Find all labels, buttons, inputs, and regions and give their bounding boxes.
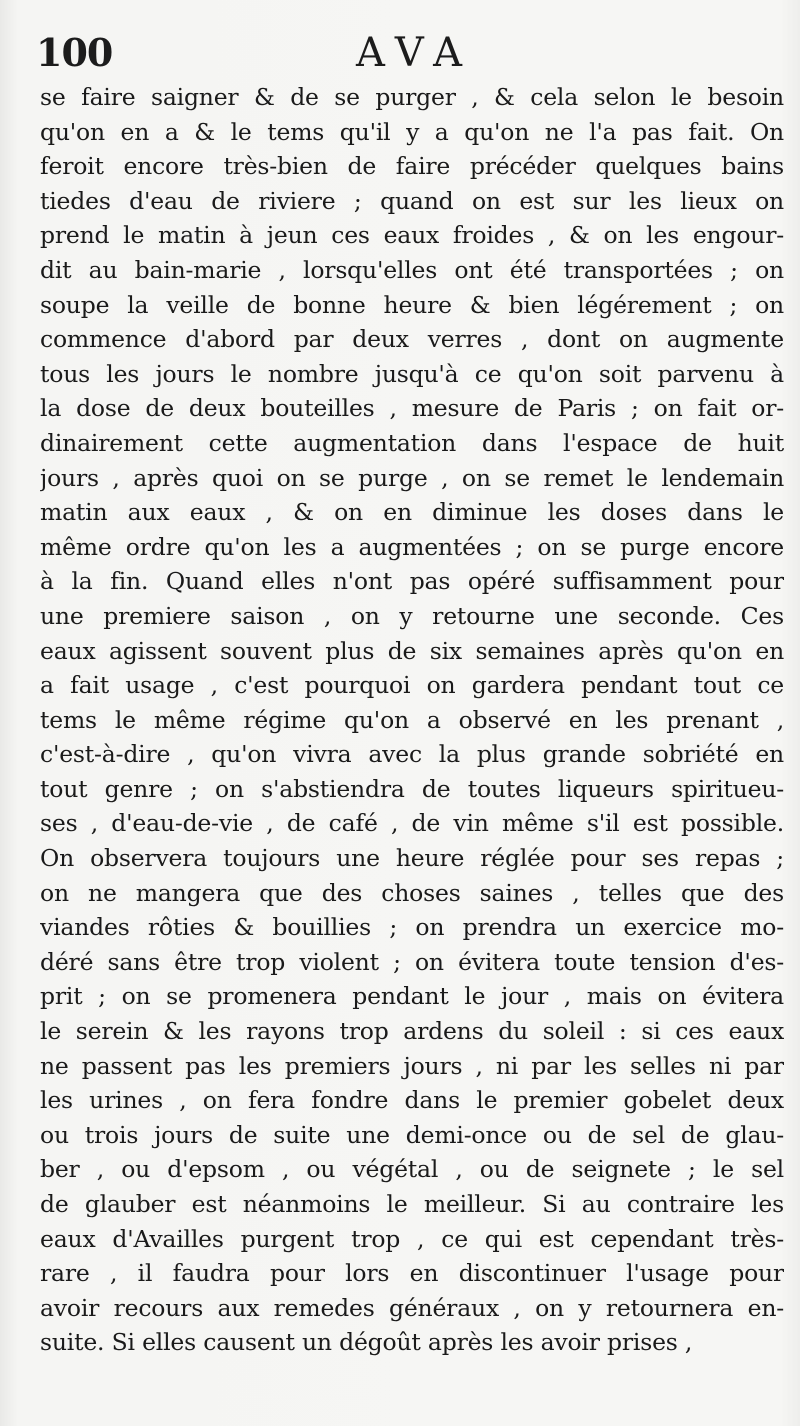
running-head: AVA (356, 30, 474, 76)
text-line: même ordre qu'on les a augmentées ; on se purge encore (40, 532, 784, 561)
text-line: qu'on en a & le tems qu'il y a qu'on ne l'a pas fait. On (40, 117, 784, 146)
text-line: rare , il faudra pour lors en discontinuer l'usage pour (40, 1259, 784, 1288)
text-line: tout genre ; on s'abstiendra de toutes liqueurs spiritueu- (40, 774, 784, 803)
text-line: ber , ou d'epsom , ou végétal , ou de seignete ; le sel (40, 1155, 784, 1184)
text-line: dit au bain-marie , lorsqu'elles ont été transportées ; on (40, 255, 784, 284)
text-line: prend le matin à jeun ces eaux froides , & on les engour- (40, 221, 784, 250)
text-line: soupe la veille de bonne heure & bien légérement ; on (40, 290, 784, 319)
text-line: la dose de deux bouteilles , mesure de Paris ; on fait or- (40, 394, 784, 423)
text-line: une premiere saison , on y retourne une seconde. Ces (40, 601, 784, 630)
text-line: commence d'abord par deux verres , dont on augmente (40, 325, 784, 354)
text-line: suite. Si elles causent un dégoût après les avoir prises , (40, 1328, 693, 1357)
text-line: déré sans être trop violent ; on évitera toute tension d'es- (40, 947, 784, 976)
text-line: ou trois jours de suite une demi-once ou de sel de glau- (40, 1120, 784, 1149)
text-line: avoir recours aux remedes généraux , on y retournera en- (40, 1293, 784, 1322)
text-line: le serein & les rayons trop ardens du soleil : si ces eaux (40, 1017, 784, 1046)
text-line: c'est-à-dire , qu'on vivra avec la plus grande sobriété en (40, 740, 784, 769)
text-line: a fait usage , c'est pourquoi on gardera pendant tout ce (40, 671, 784, 700)
text-line: tous les jours le nombre jusqu'à ce qu'on soit parvenu à (40, 359, 784, 388)
body-text (40, 80, 784, 1360)
text-line: on ne mangera que des choses saines , telles que des (40, 878, 784, 907)
text-line: à la fin. Quand elles n'ont pas opéré suffisamment pour (40, 567, 784, 596)
text-line: prit ; on se promenera pendant le jour , mais on évitera (40, 982, 784, 1011)
text-line: jours , après quoi on se purge , on se remet le lendemain (40, 463, 784, 492)
text-line: ne passent pas les premiers jours , ni par les selles ni par (40, 1051, 784, 1080)
text-line: matin aux eaux , & on en diminue les doses dans le (40, 498, 784, 527)
text-line: dinairement cette augmentation dans l'espace de huit (40, 428, 784, 457)
text-line: feroit encore très-bien de faire précéder quelques bains (40, 152, 784, 181)
text-line: se faire saigner & de se purger , & cela selon le besoin (40, 83, 784, 111)
page-header (36, 30, 784, 76)
text-line: ses , d'eau-de-vie , de café , de vin même s'il est possible. (40, 809, 784, 838)
text-line: tiedes d'eau de riviere ; quand on est sur les lieux on (40, 186, 784, 215)
text-line: tems le même régime qu'on a observé en les prenant , (40, 705, 784, 734)
page-number: 100 (36, 30, 113, 75)
text-line: eaux agissent souvent plus de six semaines après qu'on en (40, 636, 784, 665)
text-line: de glauber est néanmoins le meilleur. Si au contraire les (40, 1190, 784, 1218)
text-line: viandes rôties & bouillies ; on prendra un exercice mo- (40, 913, 784, 942)
text-line: les urines , on fera fondre dans le premier gobelet deux (40, 1086, 784, 1115)
text-line: On observera toujours une heure réglée pour ses repas ; (40, 844, 784, 873)
text-line: eaux d'Availles purgent trop , ce qui est cependant très- (40, 1224, 784, 1253)
